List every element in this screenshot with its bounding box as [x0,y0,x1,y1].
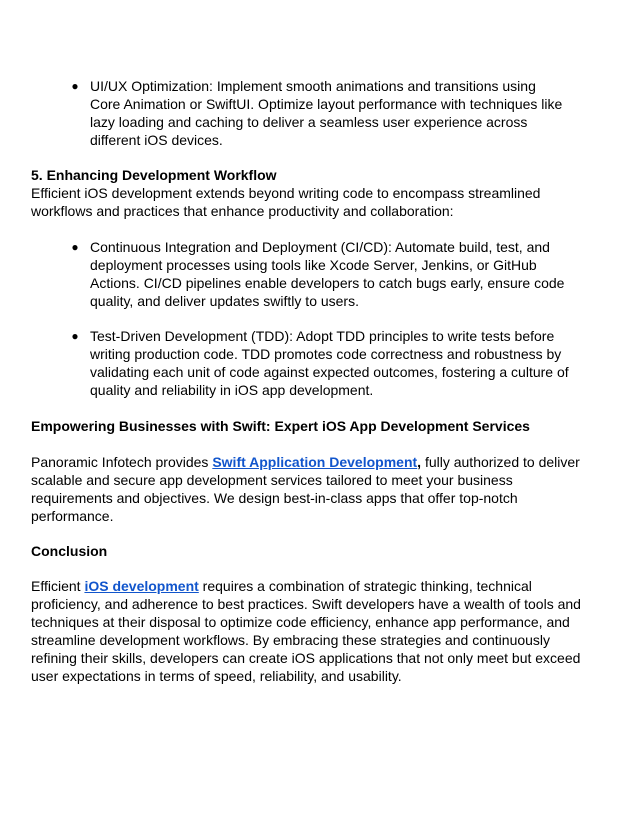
paragraph-text: fully authorized to deliver scalable and secure app development services tailored to meet your business requirements and objectives. We design best-in-class apps that offer top-notch performance. [31,454,580,524]
paragraph-text: Efficient [31,578,85,594]
section-heading-empowering: Empowering Businesses with Swift: Expert iOS App Development Services [31,418,530,434]
paragraph-comma: , [417,454,422,470]
swift-application-development-link[interactable]: Swift Application Development [212,454,418,470]
bullet-marker: ● [71,329,79,343]
bullet-text-uiux: UI/UX Optimization: Implement smooth animations and transitions using Core Animation or SwiftUI. Optimize layout performance with techniques like lazy loading and caching to deliver a seamless user experience across different iOS devices. [90,78,563,148]
section-intro-workflow: Efficient iOS development extends beyond writing code to encompass streamlined workflows and practices that enhance productivity and collaboration: [31,185,541,219]
bullet-text-tdd: Test-Driven Development (TDD): Adopt TDD principles to write tests before writing production code. TDD promotes code correctness and robustness by validating each unit of code against expected outcomes, fostering a culture of quality and reliability in iOS app development. [90,328,569,398]
section-heading-workflow: 5. Enhancing Development Workflow [31,167,277,183]
bullet-text-cicd: Continuous Integration and Deployment (CI/CD): Automate build, test, and deployment processes using tools like Xcode Server, Jenkins, or GitHub Actions. CI/CD pipelines enable developers to catch bugs early, ensure code quality, and deliver updates swiftly to users. [90,239,565,309]
ios-development-link[interactable]: iOS development [84,578,199,594]
section-heading-conclusion: Conclusion [31,543,108,559]
bullet-item-uiux [71,77,570,149]
paragraph-text: requires a combination of strategic thinking, technical proficiency, and adherence to best practices. Swift developers have a wealth of tools and techniques at their disposal to optimize code efficiency, enhance app performance, and streamline development workflows. By embracing these strategies and continuously refining their skills, developers can create iOS applications that not only meet but exceed user expectations in terms of speed, reliability, and usability. [31,578,581,684]
paragraph-empowering [31,453,583,525]
bullet-marker: ● [71,240,79,254]
bullet-item-cicd [71,238,570,310]
paragraph-conclusion [31,577,583,685]
bullet-item-tdd [71,327,570,399]
bullet-marker: ● [71,79,79,93]
paragraph-text: Panoramic Infotech provides [31,454,213,470]
